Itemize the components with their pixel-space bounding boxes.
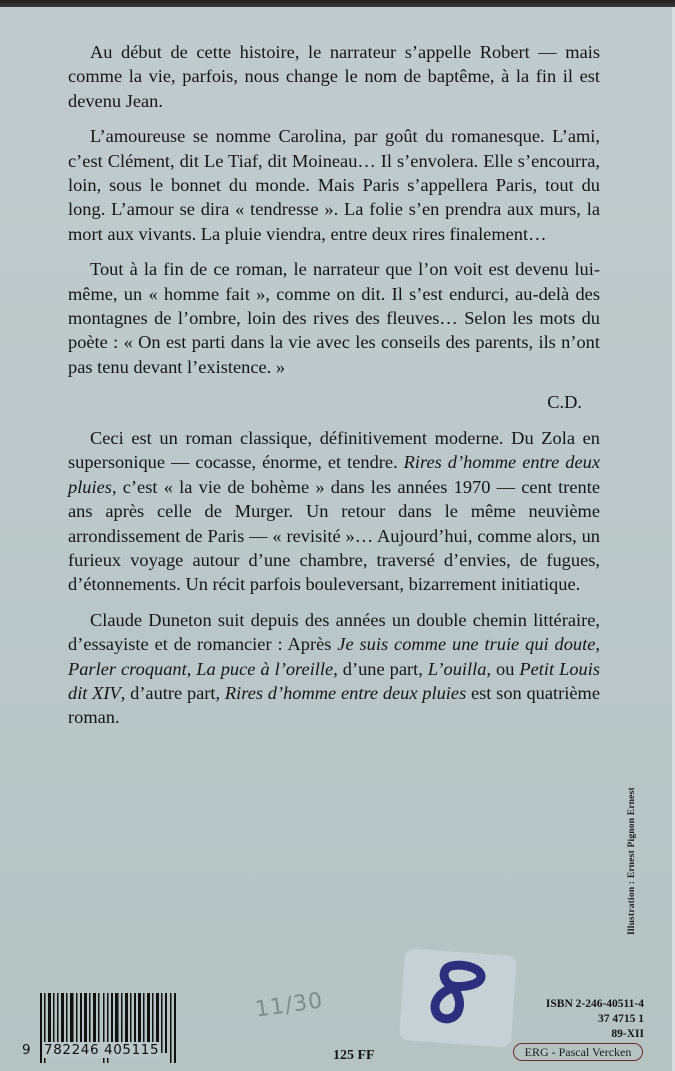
isbn-number: ISBN 2-246-40511-4 [545, 998, 644, 1010]
work-title: L’ouilla [427, 658, 487, 679]
work-title: Rires d’homme entre deux pluies [224, 683, 467, 704]
handwritten-pencil-note: 11/30 [253, 988, 325, 1023]
barcode-digits [22, 1042, 182, 1064]
handwritten-8-marker-icon [425, 958, 495, 1028]
work-title: La puce à l’oreille [196, 658, 334, 679]
book-title: Rires d’homme entre deux pluies [68, 452, 600, 497]
work-title: Petit Louis dit XIV [68, 658, 601, 704]
summary-text [68, 40, 600, 426]
work-title: Je suis comme une truie qui doute [337, 634, 596, 655]
catalog-number: 37 4715 1 [598, 1013, 644, 1025]
book-top-edge [0, 0, 675, 7]
presentation-paragraph-1: Ceci est un roman classique, définitivement moderne. Du Zola en supersonique — cocasse, énorme, et tendre. Rires d’homme entre deux pluies, c’est « la vie de bohème » dans les années 1970 — cent trente ans après celle de Murger. Un retour dans le même neuvième arrondissement de Paris — « revisité »… Aujourd’hui, comme alors, un furieux voyage autour d’une chambre, traversé d’envies, de fugues, d’étonnements. Un récit parfois bouleversant, bizarrement initiatique. [68, 428, 600, 595]
summary-paragraph-3: Tout à la fin de ce roman, le narrateur que l’on voit est devenu lui-même, un « homme fait », comme on dit. Il s’est endurci, au-delà des montagnes de l’ombre, loin des rives des fleuves… Selon les mots du poète : « On est parti dans la vie avec les conseils des parents, ils n’ont pas tenu devant l’existence. » [68, 259, 600, 377]
isbn-block [520, 997, 644, 1042]
cover-design-credit: ERG - Pascal Vercken [513, 1043, 643, 1061]
author-bio-paragraph: Claude Duneton suit depuis des années un double chemin littéraire, d’essayiste et de romancier : Après Je suis comme une truie qui doute, Parler croquant, La puce à l’oreille, d’une part, L’ouilla, ou Petit Louis dit XIV, d’autre part, Rires d’homme entre deux pluies est son quatrième roman. [68, 609, 601, 728]
work-title: Parler croquant [68, 658, 187, 679]
presentation-text [68, 426, 600, 741]
summary-paragraph-1: Au début de cette histoire, le narrateur s’appelle Robert — mais comme la vie, parfois, nous change le nom de baptême, à la fin il est devenu Jean. [68, 42, 600, 111]
barcode-number: 782246 405115 [44, 1042, 160, 1058]
barcode-first-digit: 9 [22, 1042, 32, 1058]
summary-paragraph-2: L’amoureuse se nomme Carolina, par goût du romanesque. L’ami, c’est Clément, dit Le Tiaf, dit Moineau… Il s’envolera. Elle s’encourra, loin, sous le bonnet du monde. Mais Paris s’appellera Paris, tout du long. L’amour se dira « tendresse ». La folie s’en prendra aux murs, la mort aux vivants. La pluie viendra, entre deux rires finalement… [68, 126, 600, 244]
illustration-credit: Illustration : Ernest Pignon Ernest [627, 787, 637, 935]
print-code: 89-XII [611, 1028, 644, 1040]
price: 125 FF [333, 1048, 375, 1063]
author-signature: C.D. [547, 392, 582, 413]
